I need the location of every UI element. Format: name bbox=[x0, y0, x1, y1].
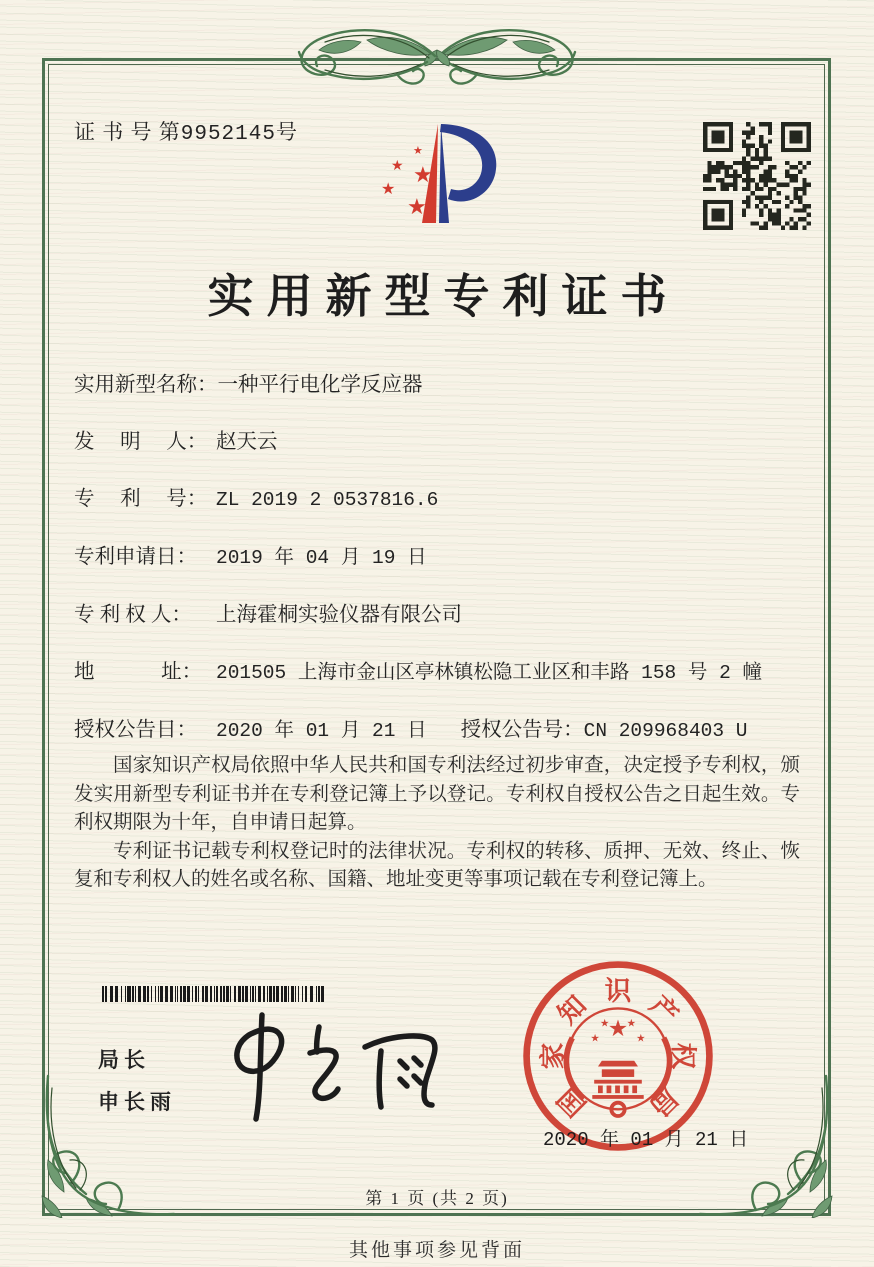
certificate-number bbox=[74, 116, 298, 146]
seal-arc-text bbox=[538, 976, 698, 1122]
field-grant-publication bbox=[461, 719, 748, 741]
certificate-number-suffix: 号 bbox=[275, 120, 298, 144]
cnipa-logo-icon bbox=[345, 110, 515, 238]
field-row-filing-date bbox=[74, 546, 800, 570]
field-label: 地 址： bbox=[74, 661, 203, 683]
star-icon bbox=[590, 1016, 645, 1045]
field-value: 上海霍桐实验仪器有限公司 bbox=[216, 604, 462, 626]
field-value: 赵天云 bbox=[216, 431, 278, 453]
field-label: 专 利 权 人： bbox=[74, 604, 192, 626]
legal-text bbox=[74, 752, 800, 895]
barcode bbox=[102, 986, 328, 1002]
field-row-grant-date bbox=[74, 719, 800, 743]
svg-text:知: 知 bbox=[551, 989, 592, 1030]
field-value: 2020 年 01 月 21 日 bbox=[216, 720, 427, 742]
legal-paragraph-1: 国家知识产权局依照中华人民共和国专利法经过初步审查，决定授予专利权，颁发实用新型专利证书并在专利登记簿上予以登记。专利权自授权公告之日起生效。专利权期限为十年，自申请日起算。 bbox=[74, 755, 800, 833]
svg-text:★: ★ bbox=[590, 1032, 600, 1045]
qr-code bbox=[703, 122, 811, 230]
svg-text:识: 识 bbox=[604, 975, 632, 1006]
svg-text:国: 国 bbox=[551, 1082, 592, 1123]
field-row-patentee bbox=[74, 604, 800, 627]
certificate-number-prefix: 证 书 号 第 bbox=[74, 120, 181, 144]
svg-text:权: 权 bbox=[668, 1042, 699, 1070]
back-side-note: 其他事项参见背面 bbox=[348, 1240, 525, 1261]
legal-paragraph-2: 专利证书记载专利权登记时的法律状况。专利权的转移、质押、无效、终止、恢复和专利权人的姓名或名称、国籍、地址变更等事项记载在专利登记簿上。 bbox=[74, 840, 800, 890]
field-label: 实用新型名称： bbox=[74, 374, 218, 396]
field-list bbox=[74, 374, 800, 777]
svg-text:★: ★ bbox=[391, 158, 404, 174]
signature-image bbox=[215, 1005, 465, 1123]
svg-text:★: ★ bbox=[599, 1017, 610, 1030]
commissioner-title: 局长 bbox=[98, 1048, 150, 1072]
field-label: 发 明 人： bbox=[74, 431, 208, 453]
national-emblem-icon bbox=[566, 1008, 669, 1116]
field-value: 2019 年 04 月 19 日 bbox=[216, 547, 427, 569]
svg-text:★: ★ bbox=[636, 1032, 646, 1045]
field-value: CN 209968403 U bbox=[583, 720, 748, 742]
field-label: 授权公告日： bbox=[74, 719, 197, 741]
field-value: ZL 2019 2 0537816.6 bbox=[216, 489, 439, 511]
field-label: 授权公告号： bbox=[460, 719, 584, 741]
seal-date: 2020 年 01 月 21 日 bbox=[543, 1129, 749, 1151]
field-value: 一种平行电化学反应器 bbox=[217, 374, 423, 396]
certificate-number-value: 9952145 bbox=[180, 123, 276, 146]
svg-text:★: ★ bbox=[413, 163, 433, 188]
field-label: 专 利 号： bbox=[74, 488, 208, 510]
svg-text:★: ★ bbox=[607, 1016, 629, 1042]
field-row-inventor bbox=[74, 431, 800, 454]
svg-text:★: ★ bbox=[407, 195, 427, 220]
svg-text:★: ★ bbox=[381, 179, 396, 198]
svg-text:★: ★ bbox=[413, 144, 423, 157]
tiananmen-gate-icon bbox=[592, 1061, 643, 1099]
certificate-title: 实用新型专利证书 bbox=[207, 271, 680, 322]
svg-text:家: 家 bbox=[537, 1042, 568, 1070]
field-label: 专利申请日： bbox=[74, 546, 197, 568]
commissioner-name: 申长雨 bbox=[98, 1090, 176, 1114]
svg-text:局: 局 bbox=[644, 1082, 685, 1123]
svg-text:产: 产 bbox=[644, 989, 685, 1030]
svg-text:★: ★ bbox=[626, 1017, 637, 1030]
field-row-patent-number bbox=[74, 488, 800, 512]
field-row-address bbox=[74, 661, 800, 685]
field-row-utility-model-name bbox=[74, 374, 800, 397]
star-icon bbox=[381, 144, 433, 220]
page-number: 第 1 页 (共 2 页) bbox=[365, 1189, 509, 1208]
field-value: 201505 上海市金山区亭林镇松隐工业区和丰路 158 号 2 幢 bbox=[216, 662, 763, 684]
